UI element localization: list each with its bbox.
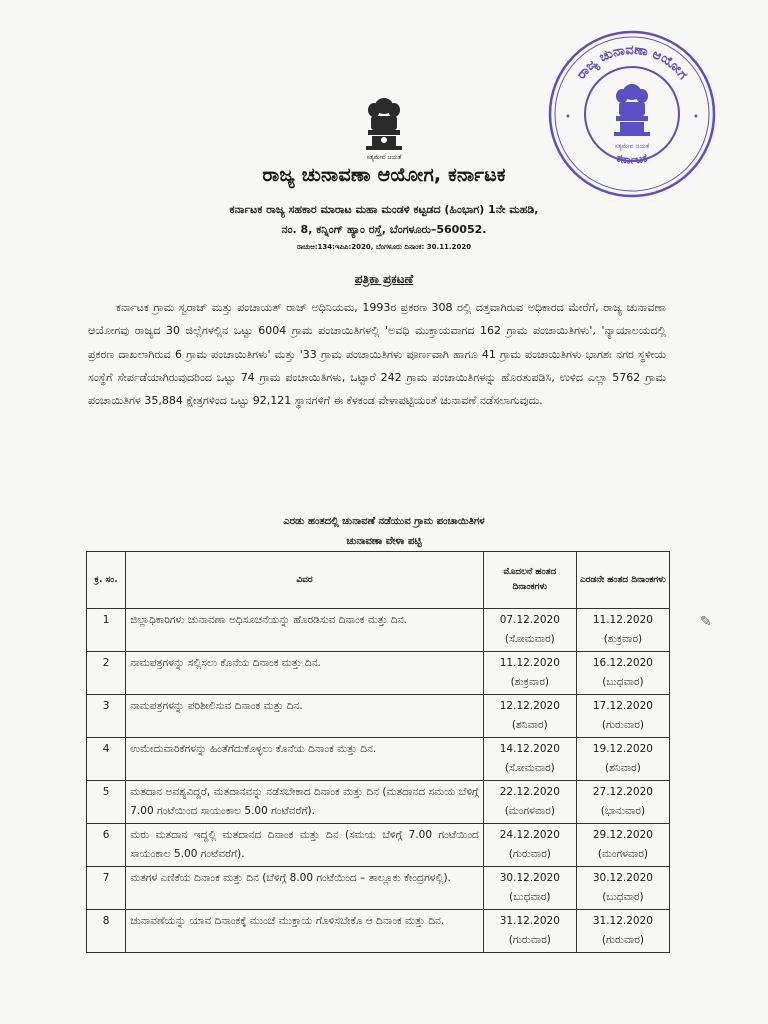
row-phase1-date xyxy=(483,695,576,738)
header-phase1: ಮೊದಲನೆ ಹಂತದ ದಿನಾಂಕಗಳು xyxy=(483,552,576,609)
phase2-date: 19.12.2020 xyxy=(592,743,653,755)
row-description: ಚುನಾವಣೆಯನ್ನು ಯಾವ ದಿನಾಂಕಕ್ಕೆ ಮುಂಚೆ ಮುಕ್ತಾಯ ಗೊಳಿಸಬೇಕೊ ಆ ದಿನಾಂಕ ಮತ್ತು ದಿನ. xyxy=(126,910,484,953)
office-address xyxy=(110,200,658,240)
phase1-date: 07.12.2020 xyxy=(499,614,560,626)
press-release-title: ಪತ್ರಿಕಾ ಪ್ರಕಟಣೆ xyxy=(354,272,414,286)
phase2-date: 27.12.2020 xyxy=(592,786,653,798)
svg-text:•: • xyxy=(693,112,699,123)
table-header-row xyxy=(87,552,670,609)
reference-number: ರಾಚುಆ:134:ಇಪಿಪಿ:2020, ಬೆಂಗಳೂರು ದಿನಾಂಕ: 30.11.2020 xyxy=(296,243,472,251)
emblem-caption: ಸತ್ಯಮೇವ ಜಯತೆ xyxy=(366,154,402,161)
phase2-date: 16.12.2020 xyxy=(592,657,653,669)
row-description: ಮರು ಮತದಾನ ಇದ್ದಲ್ಲಿ ಮತದಾನದ ದಿನಾಂಕ ಮತ್ತು ದಿನ (ಸಮಯ ಬೆಳಿಗ್ಗೆ 7.00 ಗಂಟೆಯಿಂದ ಸಾಯಂಕಾಲ 5.00 ಗಂಟೆವರೆಗೆ). xyxy=(126,824,484,867)
phase1-date: 24.12.2020 xyxy=(499,829,560,841)
row-phase2-date xyxy=(576,824,669,867)
phase1-date: 11.12.2020 xyxy=(499,657,560,669)
row-phase1-date xyxy=(483,652,576,695)
row-description: ನಾಮಪತ್ರಗಳನ್ನು ಸಲ್ಲಿಸಲು ಕೊನೆಯ ದಿನಾಂಕ ಮತ್ತು ದಿನ. xyxy=(126,652,484,695)
row-description: ನಾಮಪತ್ರಗಳನ್ನು ಪರಿಶೀಲಿಸುವ ದಿನಾಂಕ ಮತ್ತು ದಿನ. xyxy=(126,695,484,738)
phase2-date: 17.12.2020 xyxy=(592,700,653,712)
election-schedule-table xyxy=(86,551,670,953)
row-phase1-date xyxy=(483,738,576,781)
phase1-weekday: (ಸೋಮವಾರ) xyxy=(504,762,555,774)
row-serial: 5 xyxy=(87,781,126,824)
seal-top-text: ರಾಜ್ಯ ಚುನಾವಣಾ ಆಯೋಗ xyxy=(573,42,691,83)
phase1-weekday: (ಬುಧವಾರ) xyxy=(509,891,551,903)
schedule-title xyxy=(150,512,618,552)
phase1-weekday: (ಶುಕ್ರವಾರ) xyxy=(510,676,550,688)
margin-mark: ✎ xyxy=(700,614,712,630)
row-phase1-date xyxy=(483,609,576,652)
phase2-date: 11.12.2020 xyxy=(592,614,653,626)
phase2-weekday: (ಭಾನುವಾರ) xyxy=(600,805,646,817)
phase2-date: 30.12.2020 xyxy=(592,872,653,884)
header-serial: ಕ್ರ. ಸಂ. xyxy=(87,552,126,609)
page-title: ರಾಜ್ಯ ಚುನಾವಣಾ ಆಯೋಗ, ಕರ್ನಾಟಕ xyxy=(262,164,506,186)
phase1-date: 22.12.2020 xyxy=(499,786,560,798)
phase2-date: 29.12.2020 xyxy=(592,829,653,841)
phase2-weekday: (ಗುರುವಾರ) xyxy=(601,934,644,946)
table-row xyxy=(87,695,670,738)
table-row xyxy=(87,824,670,867)
press-release-body: ಕರ್ನಾಟಕ ಗ್ರಾಮ ಸ್ವರಾಜ್ ಮತ್ತು ಪಂಚಾಯತ್ ರಾಜ್ ಅಧಿನಿಯಮ, 1993ರ ಪ್ರಕರಣ 308 ರಲ್ಲಿ ದತ್ತವಾಗಿರುವ ಅಧಿಕಾರದ ಮೇರೆಗೆ, ರಾಜ್ಯ ಚುನಾವಣಾ ಆಯೋಗವು ರಾಜ್ಯದ 30 ಜಿಲ್ಲೆಗಳಲ್ಲಿನ ಒಟ್ಟು 6004 ಗ್ರಾಮ ಪಂಚಾಯಿತಿಗಳಲ್ಲಿ 'ಅವಧಿ ಮುಕ್ತಾಯವಾಗದ 162 ಗ್ರಾಮ ಪಂಚಾಯಿತಿಗಳು', 'ನ್ಯಾಯಾಲಯದಲ್ಲಿ ಪ್ರಕರಣ ದಾಖಲಾಗಿರುವ 6 ಗ್ರಾಮ ಪಂಚಾಯಿತಿಗಳು' ಮತ್ತು '33 ಗ್ರಾಮ ಪಂಚಾಯಿತಿಗಳು ಪೂರ್ಣವಾಗಿ ಹಾಗೂ 41 ಗ್ರಾಮ ಪಂಚಾಯಿತಿಗಳು ಭಾಗಶಃ ನಗರ ಸ್ಥಳೀಯ ಸಂಸ್ಥೆಗೆ ಸೇರ್ಪಡೆಯಾಗಿರುವುದರಿಂದ ಒಟ್ಟು 74 ಗ್ರಾಮ ಪಂಚಾಯಿತಿಗಳು, ಒಟ್ಟಾರೆ 242 ಗ್ರಾಮ ಪಂಚಾಯಿತಿಗಳನ್ನು ಹೊರತುಪಡಿಸಿ, ಉಳಿದ ಎಲ್ಲಾ 5762 ಗ್ರಾಮ ಪಂಚಾಯಿತಿಗಳ 35,884 ಕ್ಷೇತ್ರಗಳಿಂದ ಒಟ್ಟು 92,121 ಸ್ಥಾನಗಳಿಗೆ ಈ ಕೆಳಕಂಡ ವೇಳಾಪಟ್ಟಿಯಂತೆ ಚುನಾವಣೆ ನಡೆಸಲಾಗುವುದು. xyxy=(88,301,666,408)
row-description: ಜಿಲ್ಲಾಧಿಕಾರಿಗಳು ಚುನಾವಣಾ ಅಧಿಸೂಚನೆಯನ್ನು ಹೊರಡಿಸುವ ದಿನಾಂಕ ಮತ್ತು ದಿನ. xyxy=(126,609,484,652)
row-phase1-date xyxy=(483,781,576,824)
national-emblem-icon xyxy=(362,96,406,152)
phase2-weekday: (ಮಂಗಳವಾರ) xyxy=(597,848,649,860)
row-phase2-date xyxy=(576,738,669,781)
table-body xyxy=(87,609,670,953)
row-phase2-date xyxy=(576,910,669,953)
header-details: ವಿವರ xyxy=(126,552,484,609)
phase2-weekday: (ಬುಧವಾರ) xyxy=(602,891,644,903)
address-line-2: ನಂ. 8, ಕನ್ನಿಂಗ್ ಹ್ಯಾಂ ರಸ್ತೆ, ಬೆಂಗಳೂರು–560052. xyxy=(281,223,487,236)
phase1-date: 31.12.2020 xyxy=(499,915,560,927)
row-serial: 1 xyxy=(87,609,126,652)
schedule-title-line-2: ಚುನಾವಣಾ ವೇಳಾ ಪಟ್ಟಿ xyxy=(346,536,422,547)
schedule-title-line-1: ಎರಡು ಹಂತದಲ್ಲಿ ಚುನಾವಣೆ ನಡೆಯುವ ಗ್ರಾಮ ಪಂಚಾಯಿತಿಗಳ xyxy=(283,516,485,527)
phase2-weekday: (ಗುರುವಾರ) xyxy=(601,719,644,731)
row-phase1-date xyxy=(483,867,576,910)
row-description: ಮತದಾನ ಅವಶ್ಯವಿದ್ದರೆ, ಮತದಾನವನ್ನು ನಡೆಸಬೇಕಾದ ದಿನಾಂಕ ಮತ್ತು ದಿನ (ಮತದಾನದ ಸಮಯ ಬೆಳಿಗ್ಗೆ 7.00 ಗಂಟೆಯಿಂದ ಸಾಯಂಕಾಲ 5.00 ಗಂಟೆವರೆಗೆ). xyxy=(126,781,484,824)
row-phase2-date xyxy=(576,652,669,695)
phase2-weekday: (ಶನಿವಾರ) xyxy=(605,762,641,774)
table-row xyxy=(87,652,670,695)
phase1-weekday: (ಮಂಗಳವಾರ) xyxy=(504,805,555,817)
seal-motto: ಸತ್ಯಮೇವ ಜಯತೆ xyxy=(614,143,650,150)
row-phase1-date xyxy=(483,910,576,953)
phase1-weekday: (ಗುರುವಾರ) xyxy=(508,848,551,860)
svg-text:•: • xyxy=(565,112,571,123)
phase1-date: 12.12.2020 xyxy=(499,700,560,712)
phase2-weekday: (ಬುಧವಾರ) xyxy=(602,676,644,688)
phase1-date: 30.12.2020 xyxy=(499,872,560,884)
table-row xyxy=(87,781,670,824)
row-serial: 7 xyxy=(87,867,126,910)
phase1-weekday: (ಸೋಮವಾರ) xyxy=(504,633,555,645)
header-phase2: ಎರಡನೇ ಹಂತದ ದಿನಾಂಕಗಳು xyxy=(576,552,669,609)
table-row xyxy=(87,910,670,953)
row-phase2-date xyxy=(576,695,669,738)
row-description: ಮತಗಳ ಎಣಿಕೆಯ ದಿನಾಂಕ ಮತ್ತು ದಿನ (ಬೆಳಿಗ್ಗೆ 8.00 ಗಂಟೆಯಿಂದ – ತಾಲ್ಲೂಕು ಕೇಂದ್ರಗಳಲ್ಲಿ). xyxy=(126,867,484,910)
row-serial: 8 xyxy=(87,910,126,953)
row-serial: 3 xyxy=(87,695,126,738)
row-phase2-date xyxy=(576,781,669,824)
row-phase2-date xyxy=(576,867,669,910)
row-serial: 6 xyxy=(87,824,126,867)
phase1-date: 14.12.2020 xyxy=(499,743,560,755)
phase2-weekday: (ಶುಕ್ರವಾರ) xyxy=(603,633,643,645)
row-description: ಉಮೇದುವಾರಿಕೆಗಳನ್ನು ಹಿಂತೆಗೆದುಕೊಳ್ಳಲು ಕೊನೆಯ ದಿನಾಂಕ ಮತ್ತು ದಿನ. xyxy=(126,738,484,781)
row-phase1-date xyxy=(483,824,576,867)
row-serial: 4 xyxy=(87,738,126,781)
phase1-weekday: (ಗುರುವಾರ) xyxy=(508,934,551,946)
phase1-weekday: (ಶನಿವಾರ) xyxy=(511,719,548,731)
row-phase2-date xyxy=(576,609,669,652)
address-line-1: ಕರ್ನಾಟಕ ರಾಜ್ಯ ಸಹಕಾರ ಮಾರಾಟ ಮಹಾ ಮಂಡಳಿ ಕಟ್ಟಡದ (ಹಿಂಭಾಗ) 1ನೇ ಮಹಡಿ, xyxy=(229,203,539,216)
table-row xyxy=(87,867,670,910)
table-row xyxy=(87,738,670,781)
phase2-date: 31.12.2020 xyxy=(592,915,653,927)
row-serial: 2 xyxy=(87,652,126,695)
seal-bottom-text: ಕರ್ನಾಟಕ xyxy=(615,151,649,167)
table-row xyxy=(87,609,670,652)
